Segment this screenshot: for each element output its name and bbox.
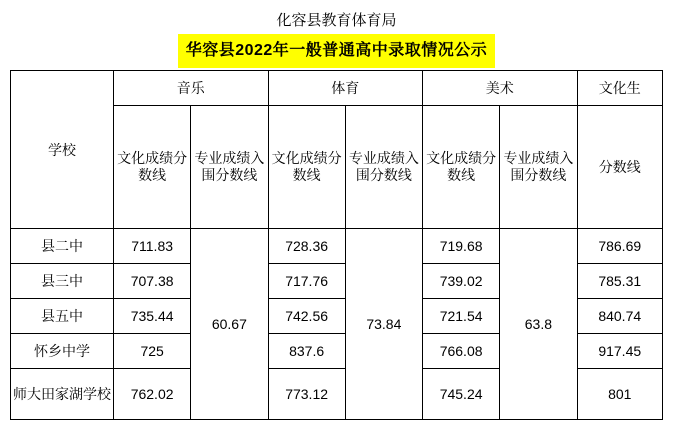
- row-school-name: 县二中: [11, 229, 114, 264]
- header-art-professional-line: 专业成绩入围分数线: [500, 106, 577, 229]
- header-culture-line: 分数线: [577, 106, 663, 229]
- header-music-culture-line: 文化成绩分数线: [114, 106, 191, 229]
- row-school-name: 怀乡中学: [11, 334, 114, 369]
- row-sports-culture: 773.12: [268, 369, 345, 420]
- row-sports-culture: 837.6: [268, 334, 345, 369]
- row-culture-score: 785.31: [577, 264, 663, 299]
- row-art-culture: 766.08: [423, 334, 500, 369]
- merged-sports-professional: 73.84: [345, 229, 422, 420]
- row-music-culture: 762.02: [114, 369, 191, 420]
- row-school-name: 师大田家湖学校: [11, 369, 114, 420]
- highlight-title: 华容县2022年一般普通高中录取情况公示: [178, 34, 496, 68]
- header-group-art: 美术: [423, 71, 578, 106]
- header-group-culture: 文化生: [577, 71, 663, 106]
- highlight-title-wrap: [10, 34, 663, 64]
- org-title: 化容县教育体育局: [276, 12, 397, 29]
- table-row: [11, 229, 663, 264]
- row-sports-culture: 728.36: [268, 229, 345, 264]
- row-music-culture: 725: [114, 334, 191, 369]
- admission-score-table: [10, 70, 663, 420]
- merged-music-professional: 60.67: [191, 229, 268, 420]
- header-group-music: 音乐: [114, 71, 269, 106]
- row-music-culture: 707.38: [114, 264, 191, 299]
- table-header-group-row: [11, 71, 663, 106]
- row-culture-score: 786.69: [577, 229, 663, 264]
- row-art-culture: 745.24: [423, 369, 500, 420]
- header-school: 学校: [11, 71, 114, 229]
- header-sports-culture-line: 文化成绩分数线: [268, 106, 345, 229]
- row-culture-score: 801: [577, 369, 663, 420]
- row-art-culture: 719.68: [423, 229, 500, 264]
- row-school-name: 县五中: [11, 299, 114, 334]
- row-art-culture: 739.02: [423, 264, 500, 299]
- header-sports-professional-line: 专业成绩入围分数线: [345, 106, 422, 229]
- row-school-name: 县三中: [11, 264, 114, 299]
- merged-art-professional: 63.8: [500, 229, 577, 420]
- row-culture-score: 917.45: [577, 334, 663, 369]
- header-group-sports: 体育: [268, 71, 423, 106]
- row-music-culture: 735.44: [114, 299, 191, 334]
- row-music-culture: 711.83: [114, 229, 191, 264]
- row-sports-culture: 717.76: [268, 264, 345, 299]
- header-art-culture-line: 文化成绩分数线: [423, 106, 500, 229]
- header-music-professional-line: 专业成绩入围分数线: [191, 106, 268, 229]
- row-culture-score: 840.74: [577, 299, 663, 334]
- row-sports-culture: 742.56: [268, 299, 345, 334]
- row-art-culture: 721.54: [423, 299, 500, 334]
